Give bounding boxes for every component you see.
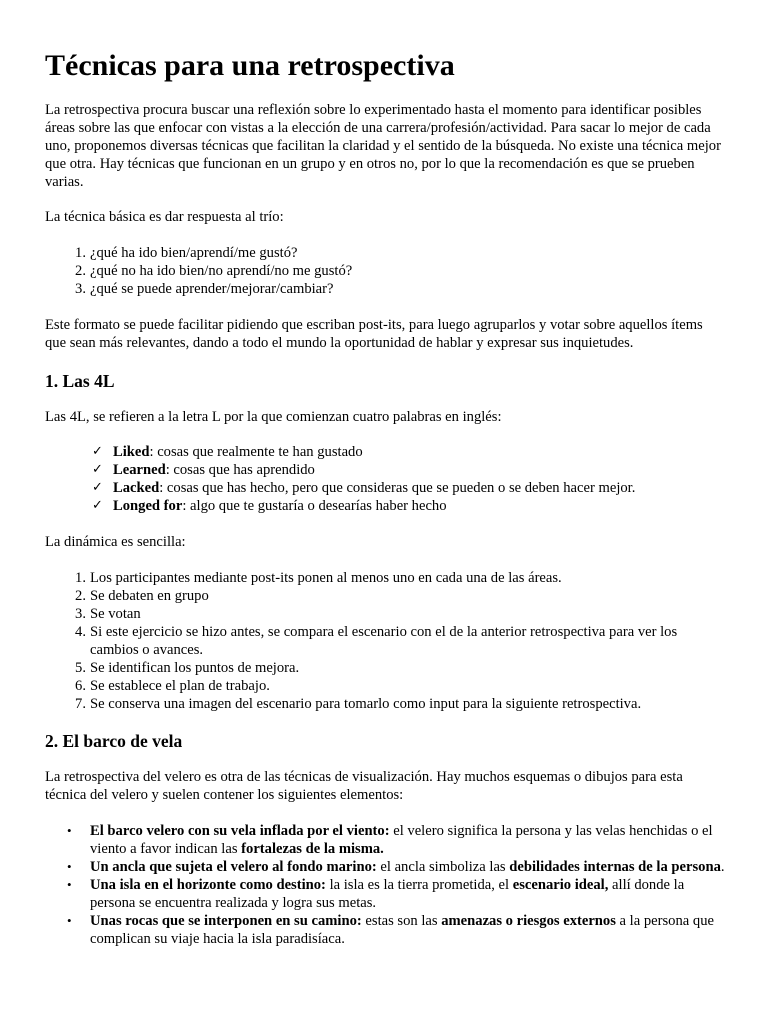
page-title: Técnicas para una retrospectiva — [45, 49, 455, 82]
list-item — [45, 695, 725, 713]
list-text: Se establece el plan de trabajo. — [90, 678, 270, 694]
list-item — [45, 569, 725, 587]
element-description: el velero significa la persona y las velas henchidas o el viento a favor indican las — [90, 823, 713, 857]
list-number: 2. — [75, 588, 86, 604]
term-description: : cosas que has aprendido — [165, 462, 315, 478]
trio-list — [45, 244, 725, 298]
term-description: : cosas que has hecho, pero que consideras que se pueden o se deben hacer mejor. — [159, 480, 636, 496]
sailboat-elements-list — [45, 822, 725, 948]
list-text: ¿qué ha ido bien/aprendí/me gustó? — [90, 245, 298, 261]
list-item — [45, 858, 725, 876]
checklist-item-lacked — [45, 479, 725, 497]
section-heading-4l: 1. Las 4L — [45, 371, 115, 391]
list-number: 6. — [75, 678, 86, 694]
element-emphasis: amenazas o riesgos externos — [441, 913, 616, 929]
list-number: 3. — [75, 606, 86, 622]
list-item — [45, 280, 725, 298]
check-icon: ✓ — [92, 480, 103, 495]
list-item — [45, 605, 725, 623]
list-number: 4. — [75, 624, 86, 640]
list-text: Se identifican los puntos de mejora. — [90, 660, 300, 676]
bullet-icon: • — [67, 877, 72, 892]
checklist-item-learned — [45, 461, 725, 479]
list-item — [45, 912, 725, 948]
term-label: Learned — [113, 462, 166, 478]
element-emphasis: escenario ideal, — [512, 877, 609, 893]
element-title: El barco velero con su vela inflada por el viento: — [90, 823, 390, 839]
list-number: 1. — [75, 245, 86, 261]
list-text: Los participantes mediante post-its ponen al menos uno en cada una de las áreas. — [90, 570, 562, 586]
section-heading-barco-de-vela: 2. El barco de vela — [45, 731, 183, 751]
term-description: : cosas que realmente te han gustado — [149, 444, 363, 460]
basic-technique-paragraph: La técnica básica es dar respuesta al trío: — [45, 209, 284, 225]
list-number: 5. — [75, 660, 86, 676]
list-text: ¿qué no ha ido bien/no aprendí/no me gustó? — [90, 263, 353, 279]
dynamic-paragraph: La dinámica es sencilla: — [45, 534, 186, 550]
checklist-item-longed-for — [45, 497, 725, 515]
dynamic-steps-list — [45, 569, 725, 713]
element-title: Unas rocas que se interponen en su camino: — [90, 913, 362, 929]
list-text: ¿qué se puede aprender/mejorar/cambiar? — [90, 281, 334, 297]
list-item — [45, 659, 725, 677]
list-number: 2. — [75, 263, 86, 279]
intro-paragraph: La retrospectiva procura buscar una reflexión sobre lo experimentado hasta el momento para identificar posibles áreas sobre las que enfocar con vistas a la elección de una carrera/profesión/actividad. Para sacar lo mejor de cada uno, proponemos diversas técnicas que facilitan la claridad y el sentido de la búsqueda. No existe una técnica mejor que otra. Hay técnicas que funcionan en un grupo y en otros no, por lo que la recomendación es que se prueben varias. — [45, 102, 721, 190]
checklist-item-liked — [45, 443, 725, 461]
check-icon: ✓ — [92, 462, 103, 477]
four-l-checklist — [45, 443, 725, 515]
list-number: 7. — [75, 696, 86, 712]
list-item — [45, 677, 725, 695]
element-description: la isla es la tierra prometida, el — [325, 877, 513, 893]
term-label: Lacked — [113, 480, 160, 496]
element-title: Una isla en el horizonte como destino: — [90, 877, 326, 893]
list-item — [45, 876, 725, 912]
format-paragraph: Este formato se puede facilitar pidiendo que escriban post-its, para luego agruparlos y votar sobre aquellos ítems que sean más relevantes, dando a todo el mundo la oportunidad de hablar y expresar sus inquietudes. — [45, 317, 703, 351]
element-description-end: a la persona que complican su viaje hacia la isla paradisíaca. — [90, 913, 714, 947]
list-text: Se conserva una imagen del escenario para tomarlo como input para la siguiente retrospectiva. — [90, 696, 642, 712]
check-icon: ✓ — [92, 498, 103, 513]
element-emphasis: debilidades internas de la persona — [509, 859, 721, 875]
list-item — [45, 822, 725, 858]
list-number: 3. — [75, 281, 86, 297]
term-description: : algo que te gustaría o desearías haber hecho — [182, 498, 447, 514]
element-description: estas son las — [361, 913, 442, 929]
term-label: Longed for — [113, 498, 183, 514]
list-item — [45, 244, 725, 262]
element-description-end: allí donde la persona se encuentra realizada y logra sus metas. — [90, 877, 685, 911]
list-text: Se debaten en grupo — [90, 588, 209, 604]
bullet-icon: • — [67, 823, 72, 838]
element-emphasis: fortalezas de la misma. — [241, 841, 384, 857]
list-item — [45, 587, 725, 605]
section-barco-intro: La retrospectiva del velero es otra de las técnicas de visualización. Hay muchos esquemas o dibujos para esta técnica del velero y suelen contener los siguientes elementos: — [45, 769, 683, 803]
bullet-icon: • — [67, 913, 72, 928]
list-item — [45, 623, 725, 659]
element-description-end: . — [720, 859, 725, 875]
term-label: Liked — [113, 444, 150, 460]
section-4l-intro: Las 4L, se refieren a la letra L por la que comienzan cuatro palabras en inglés: — [45, 409, 502, 425]
list-text: Si este ejercicio se hizo antes, se compara el escenario con el de la anterior retrospectiva para ver los cambios o avances. — [90, 624, 678, 658]
element-title: Un ancla que sujeta el velero al fondo marino: — [90, 859, 377, 875]
list-item — [45, 262, 725, 280]
check-icon: ✓ — [92, 444, 103, 459]
element-description: el ancla simboliza las — [376, 859, 510, 875]
list-text: Se votan — [90, 606, 141, 622]
bullet-icon: • — [67, 859, 72, 874]
list-number: 1. — [75, 570, 86, 586]
